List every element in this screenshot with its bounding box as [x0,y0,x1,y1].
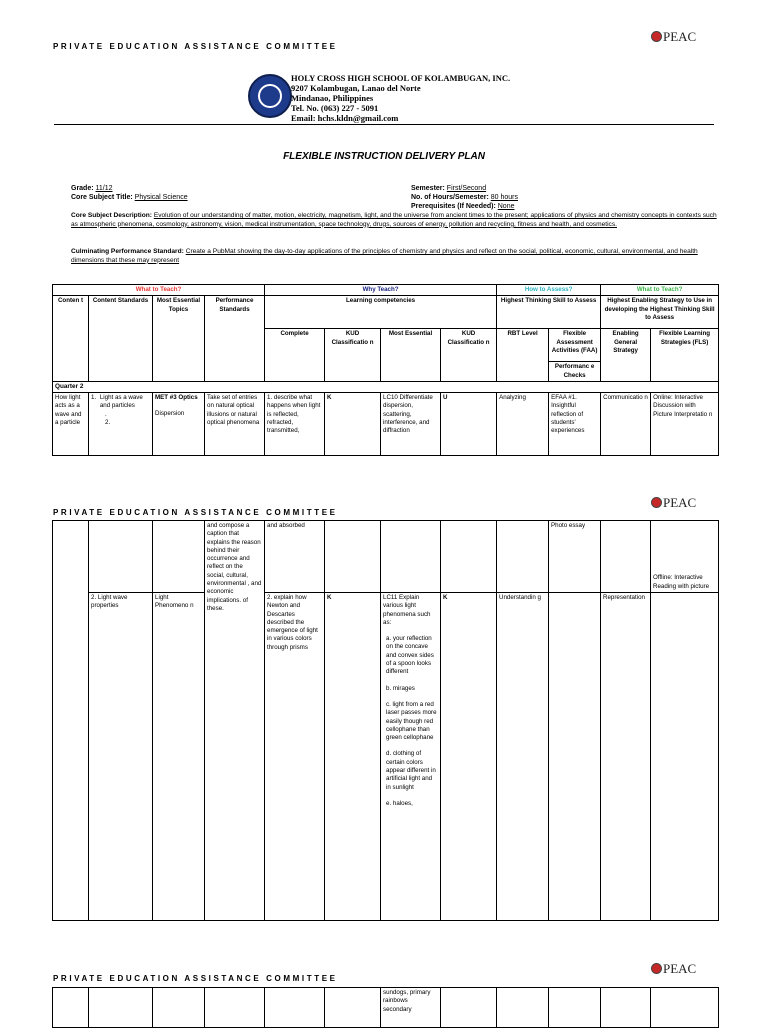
p2-fls-cont: Offline: Interactive Reading with picture [651,521,719,593]
header-content: Conten t [53,296,89,382]
peac-logo-text: PEAC [663,29,697,44]
committee-name-page3: PRIVATE EDUCATION ASSISTANCE COMMITTEE [53,974,338,983]
p2-kud2: K [441,593,497,921]
peac-logo-icon [651,31,662,42]
header-fls: Flexible Learning Strategies (FLS) [651,329,719,382]
culminating-text: Create a PubMat showing the day-to-day applications of the principles of chemistry and physics and reflect on the social, political, economic, cultural, environmental, and health dimensions that these may represent [71,248,698,264]
cs-item-1: 1. Light as a wave and particles [91,394,143,410]
p3-cell [153,988,205,1028]
p2-fls2 [651,593,719,921]
school-info [291,73,510,123]
fidp-table-page3 [52,987,719,1028]
school-region: Mindanao, Philippines [291,93,374,103]
prereq-line: Prerequisites (If Needed): None [411,203,515,210]
grade-value: 11/12 [95,185,113,192]
row1-kud-1: K [325,393,381,456]
prereq-value: None [497,203,515,210]
document-title: FLEXIBLE INSTRUCTION DELIVERY PLAN [283,151,485,162]
subject-description: Core Subject Description: Evolution of our understanding of matter, motion, electricity, magnetism, light, and the universe from ancient times to the present; applications of physics and chemistry concepts in contexts such as atmospheric phenomena, cosmology, astronomy, vision, medical instrumentation, space technology, drugs, sources of energy, pollution and recycling, fitness and health, and cosmetics. [71,212,717,228]
semester-value: First/Second [446,185,487,192]
peac-logo-icon [651,497,662,508]
p3-cell [53,988,89,1028]
hours-line: No. of Hours/Semester: 80 hours [411,194,518,201]
committee-name: PRIVATE EDUCATION ASSISTANCE COMMITTEE [53,42,338,51]
p2-enabling2: Representation [601,593,651,921]
peac-logo [651,29,696,45]
header-highest-thinking: Highest Thinking Skill to Assess [497,296,601,329]
header-content-standards: Content Standards [89,296,153,382]
row1-faa: EFAA #1. Insightful reflection of students' experiences [549,393,601,456]
p2-faa2 [549,593,601,921]
p2-content [53,521,89,921]
p3-cell [325,988,381,1028]
group-why-teach: Why Teach? [265,285,497,296]
school-address: 9207 Kolambugan, Lanao del Norte [291,83,421,93]
school-phone: Tel. No. (063) 227 - 5091 [291,103,379,113]
header-enabling-general: Enabling General Strategy [601,329,651,382]
subject-value: Physical Science [134,194,188,201]
p3-cell [441,988,497,1028]
header-performance-checks: Performanc e Checks [549,362,601,382]
header-divider [54,124,714,125]
quarter-label: Quarter 2 [53,381,719,392]
row1-enabling: Communicatio n [601,393,651,456]
row1-content-standards: 1. Light as a wave and particles . 2. [89,393,153,456]
p2-complete-cont: and absorbed [265,521,325,593]
subject-line: Core Subject Title: Physical Science [71,194,188,201]
culminating-standard: Culminating Performance Standard: Create a PubMat showing the day-to-day applications of the principles of chemistry and physics and reflect on the social, political, economic, cultural, environmental, and health dimensions that these may represent [71,248,698,264]
p2-kud1-top [325,521,381,593]
p3-cell [205,988,265,1028]
header-kud-1: KUD Classificatio n [325,329,381,382]
school-email: Email: hchs.kldn@gmail.com [291,113,399,123]
p3-cell [651,988,719,1028]
p2-kud2-top [441,521,497,593]
header-most-essential: Most Essential [381,329,441,382]
p3-cell [89,988,153,1028]
lc11-item-e: e. haloes, [386,799,413,807]
school-name: HOLY CROSS HIGH SCHOOL OF KOLAMBUGAN, INC. [291,73,511,83]
p2-rbt-top [497,521,549,593]
lc11-item-b: b. mirages [386,684,415,692]
header-kud-2: KUD Classificatio n [441,329,497,382]
lc11-item-d: d. clothing of certain colors appear different in artificial light and in sunlight [386,750,436,791]
header-complete: Complete [265,329,325,382]
lc11-intro: LC11 Explain various light phenomena such as: [383,594,431,626]
semester-line: Semester: First/Second [411,185,487,192]
group-how-to-assess: How to Assess? [497,285,601,296]
p2-cs-top [89,521,153,593]
row1-performance: Take set of entries on natural optical illusions or natural optical phenomena [205,393,265,456]
cs-item-2-num: 2. [105,419,111,427]
header-most-essential-topics: Most Essential Topics [153,296,205,382]
row1-most-essential: LC10 Differentiate dispersion, scattering, interference, and diffraction [381,393,441,456]
p3-most-essential-cont: sundogs, primary rainbows secondary [381,988,441,1028]
p2-rbt2: Understandin g [497,593,549,921]
group-what-to-teach: What to Teach? [53,285,265,296]
row1-content: How light acts as a wave and a particle [53,393,89,456]
row1-kud-2: U [441,393,497,456]
lc11-item-c: c. light from a red laser passes more easily though red cellophane than green cellophane [386,700,437,742]
header-faa: Flexible Assessment Activities (FAA) [549,329,601,362]
p2-cs2: 2. Light wave properties [89,593,153,921]
p2-topic-top [153,521,205,593]
grade-line: Grade: 11/12 [71,185,113,192]
p3-cell [265,988,325,1028]
header-learning-competencies: Learning competencies [265,296,497,329]
p3-cell [549,988,601,1028]
p2-me-top [381,521,441,593]
row1-complete: 1. describe what happens when light is reflected, refracted, transmitted, [265,393,325,456]
school-seal-icon [248,74,292,118]
committee-name-page2: PRIVATE EDUCATION ASSISTANCE COMMITTEE [53,508,338,517]
row1-topics: MET #3 Optics Dispersion [153,393,205,456]
header-highest-enabling: Highest Enabling Strategy to Use in developing the Highest Thinking Skill to Assess [601,296,719,329]
p2-topic2: Light Phenomeno n [153,593,205,921]
p2-enabling-top [601,521,651,593]
header-rbt-level: RBT Level [497,329,549,382]
fidp-table-page2 [52,520,719,921]
p2-complete2: 2. explain how Newton and Descartes described the emergence of light in various colors through prisms [265,593,325,921]
row1-rbt: Analyzing [497,393,549,456]
header-performance-standards: Performance Standards [205,296,265,382]
p2-faa-cont: Photo essay [549,521,601,593]
p3-cell [497,988,549,1028]
p2-kud1: K [325,593,381,921]
p2-performance-cont: and compose a caption that explains the reason behind their occurrence and reflect on the social, cultural, environmental , and economic implications. of these. [205,521,265,921]
row1-fls: Online: Interactive Discussion with Picture Interpretatio n [651,393,719,456]
hours-value: 80 hours [490,194,518,201]
group-what-to-teach-2: What to Teach? [601,285,719,296]
p3-cell [601,988,651,1028]
peac-logo-page3: PEAC [651,961,696,977]
peac-logo-icon [651,963,662,974]
fidp-table [52,284,719,456]
peac-logo-page2: PEAC [651,495,696,511]
p2-lc11 [381,593,441,921]
lc11-item-a: a. your reflection on the concave and convex sides of a spoon looks different [386,635,434,676]
description-text: Evolution of our understanding of matter, motion, electricity, magnetism, light, and the universe from ancient times to the present; applications of physics and chemistry concepts in contexts such as atmospheric phenomena, cosmology, astronomy, vision, medical instrumentation, space technology, drugs, sources of energy, pollution and recycling, fitness and health, and cosmetics. [71,212,717,228]
